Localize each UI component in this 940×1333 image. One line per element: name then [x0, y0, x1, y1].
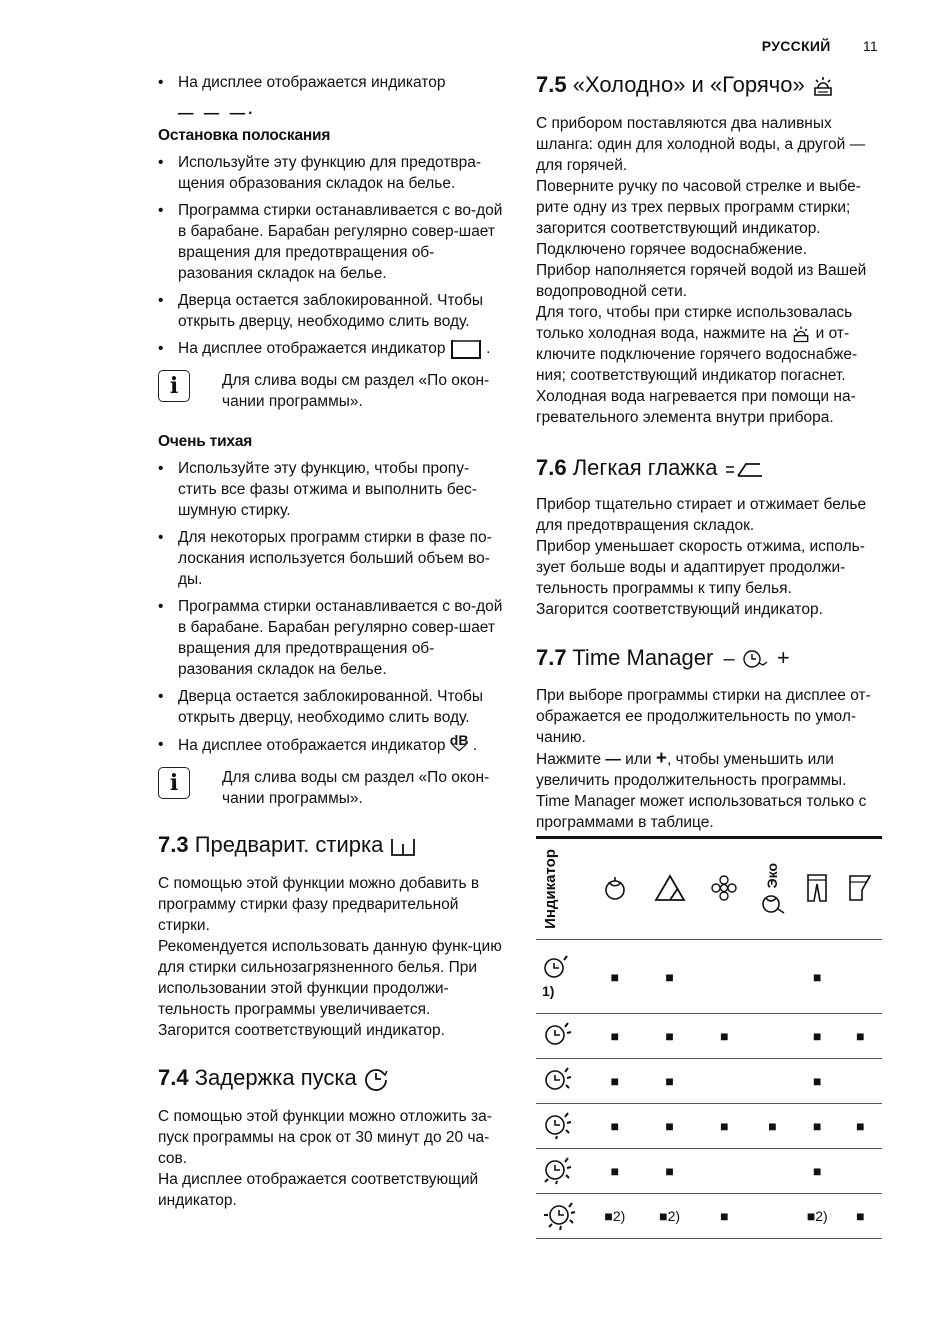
table-cell: ■: [749, 1104, 795, 1149]
info-note: i Для слива воды см раздел «По окон-чании программы».: [158, 370, 503, 412]
table-cell: ■: [640, 1104, 700, 1149]
easy-iron-icon: [724, 458, 764, 480]
rinse-hold-heading: Остановка полоскания: [158, 127, 331, 144]
indicator-label: Индикатор: [542, 849, 559, 929]
info-note: i Для слива воды см раздел «По окон-чании программы».: [158, 767, 503, 809]
list-item: • На дисплее отображается индикатор dB ﹀ .: [158, 734, 503, 758]
table-cell: ■: [699, 1104, 749, 1149]
table-cell: ■2): [796, 1194, 839, 1239]
section-7-5-heading: 7.5 «Холодно» и «Горячо»: [536, 72, 881, 98]
time-level-2-icon: [542, 1021, 572, 1049]
delay-start-icon: [363, 1066, 389, 1092]
table-cell: [839, 1059, 882, 1104]
rinse-hold-indicator-icon: [450, 338, 482, 360]
jeans-icon: [804, 872, 830, 904]
cotton-icon: [600, 873, 630, 903]
table-cell: ■: [590, 1014, 640, 1059]
list-item: • На дисплее отображается индикатор — — —·: [158, 72, 503, 124]
table-cell: ■: [699, 1194, 749, 1239]
table-cell: ■: [590, 1104, 640, 1149]
time-manager-icon: [741, 647, 771, 671]
time-level-1-icon: [542, 954, 570, 980]
minus-icon: —: [605, 751, 621, 768]
section-7-7-heading: 7.7 Time Manager – +: [536, 645, 790, 670]
table-cell: [749, 1014, 795, 1059]
prewash-icon: [390, 835, 416, 857]
section-7-4-text: С помощью этой функции можно отложить за-пуск программы на срок от 30 минут до 20 ча-сов. На дисплее отображается соответствующий индикатор.: [158, 1108, 492, 1209]
info-icon: i: [158, 370, 190, 402]
table-cell: ■: [640, 940, 700, 1014]
table-cell: ■: [640, 1014, 700, 1059]
hot-cold-icon: [811, 74, 835, 98]
table-header-row: [536, 838, 882, 940]
list-item: • Дверца остается заблокированной. Чтобы открыть дверцу, необходимо слить воду.: [158, 290, 503, 332]
page-number: 11: [862, 38, 878, 54]
time-manager-table: [536, 836, 882, 1239]
table-cell: ■: [590, 1059, 640, 1104]
table-cell: [699, 1059, 749, 1104]
hot-cold-icon: [791, 324, 811, 344]
table-cell: ■: [796, 1059, 839, 1104]
table-row: [536, 1014, 882, 1059]
table-cell: ■: [839, 1194, 882, 1239]
time-level-5-icon: [542, 1155, 572, 1185]
table-cell: ■: [839, 1014, 882, 1059]
section-7-6-heading: 7.6 Легкая глажка: [536, 455, 881, 481]
table-cell: ■: [640, 1059, 700, 1104]
time-level-6-icon: [542, 1199, 576, 1231]
table-cell: ■: [839, 1104, 882, 1149]
table-cell: ■: [796, 1149, 839, 1194]
list-item: • Для некоторых программ стирки в фазе по-лоскания используется больший объем во-ды.: [158, 527, 503, 590]
table-cell: [839, 1149, 882, 1194]
synthetics-icon: [652, 872, 688, 904]
plus-icon: +: [776, 645, 790, 670]
table-cell: [699, 940, 749, 1014]
table-row: 1) ■ ■ ■: [536, 940, 882, 1014]
intro-list: [158, 72, 503, 124]
language-label: РУССКИЙ: [761, 38, 831, 54]
list-item: • Используйте эту функцию, чтобы пропу-стить все фазы отжима и выполнить бес-шумную стирку.: [158, 458, 503, 521]
list-item: • Используйте эту функцию для предотвра-щения образования складок на белье.: [158, 152, 503, 194]
list-item: • Программа стирки останавливается с во-дой в барабане. Барабан регулярно совер-шает вращения для предотвращения об-разования складок на белье.: [158, 200, 503, 284]
table-cell: [749, 1149, 795, 1194]
table-cell: ■: [640, 1149, 700, 1194]
section-7-3-heading: 7.3 Предварит. стирка: [158, 832, 503, 858]
table-cell: ■: [590, 1149, 640, 1194]
cotton-eco-icon: [758, 889, 786, 915]
delicates-icon: [709, 873, 739, 903]
section-7-3-text: С помощью этой функции можно добавить в программу стирки фазу предварительной стирки. Рекомендуется использовать данную функ-цию для стирки сильнозагрязненного белья. При использовании этой функции продолжи-тельность программы увеличивается. Загорится соответствующий индикатор.: [158, 875, 502, 1039]
quiet-db-icon: dB ﹀: [449, 732, 469, 760]
table-cell: [749, 1059, 795, 1104]
night-list: [158, 458, 503, 758]
table-row: [536, 1059, 882, 1104]
page-header: [762, 38, 878, 54]
table-cell: [839, 940, 882, 1014]
info-icon: i: [158, 767, 190, 799]
eco-label: Эко: [764, 863, 781, 889]
bedding-icon: [847, 872, 873, 904]
table-cell: ■2): [590, 1194, 640, 1239]
section-7-7-text: При выборе программы стирки на дисплее от-ображается ее продолжительность по умол-чанию. Нажмите — или +, чтобы уменьшить или увеличить продолжительность программы. Time Manager может использоваться только с программами в таблице.: [536, 687, 871, 831]
table-cell: [749, 1194, 795, 1239]
time-level-4-icon: [542, 1110, 572, 1140]
table-cell: ■2): [640, 1194, 700, 1239]
table-cell: ■: [699, 1014, 749, 1059]
list-item: • Дверца остается заблокированной. Чтобы открыть дверцу, необходимо слить воду.: [158, 686, 503, 728]
time-level-3-icon: [542, 1066, 572, 1094]
table-cell: [749, 940, 795, 1014]
table-cell: ■: [796, 940, 839, 1014]
section-7-5-text: С прибором поставляются два наливных шланга: один для холодной воды, а другой — для горячей. Поверните ручку по часовой стрелке и выбе-рите одну из трех первых программ стирки; загорится соответствующий индикатор. Подключено горячее водоснабжение. Прибор наполняется горячей водой из Вашей водопроводной сети. Для того, чтобы при стирке использовалась только холодная вода, нажмите на и от-ключите подключение горячего водоснабже-ния; соответствующий индикатор погаснет. Холодная вода нагревается при помощи на-гревательного элемента внутри прибора.: [536, 115, 867, 426]
table-cell: ■: [796, 1014, 839, 1059]
list-item: • На дисплее отображается индикатор .: [158, 338, 503, 360]
table-cell: ■: [590, 940, 640, 1014]
table-row: [536, 1149, 882, 1194]
section-7-6-text: Прибор тщательно стирает и отжимает белье для предотвращения складок. Прибор уменьшает скорость отжима, исполь-зует больше воды и адаптирует продолжи-тельность программы к типу белья. Загорится соответствующий индикатор.: [536, 496, 867, 618]
section-7-4-heading: 7.4 Задержка пуска: [158, 1065, 503, 1092]
night-heading: Очень тихая: [158, 433, 253, 450]
table-row: [536, 1194, 882, 1239]
table-cell: ■: [796, 1104, 839, 1149]
dash-indicator-icon: — — —·: [178, 105, 257, 122]
table-cell: [699, 1149, 749, 1194]
minus-icon: –: [723, 648, 735, 670]
rinse-hold-list: [158, 152, 503, 360]
table-row: [536, 1104, 882, 1149]
plus-icon: +: [655, 748, 667, 769]
list-item: • Программа стирки останавливается с во-дой в барабане. Барабан регулярно совер-шает вращения для предотвращения об-разования складок на белье.: [158, 596, 503, 680]
